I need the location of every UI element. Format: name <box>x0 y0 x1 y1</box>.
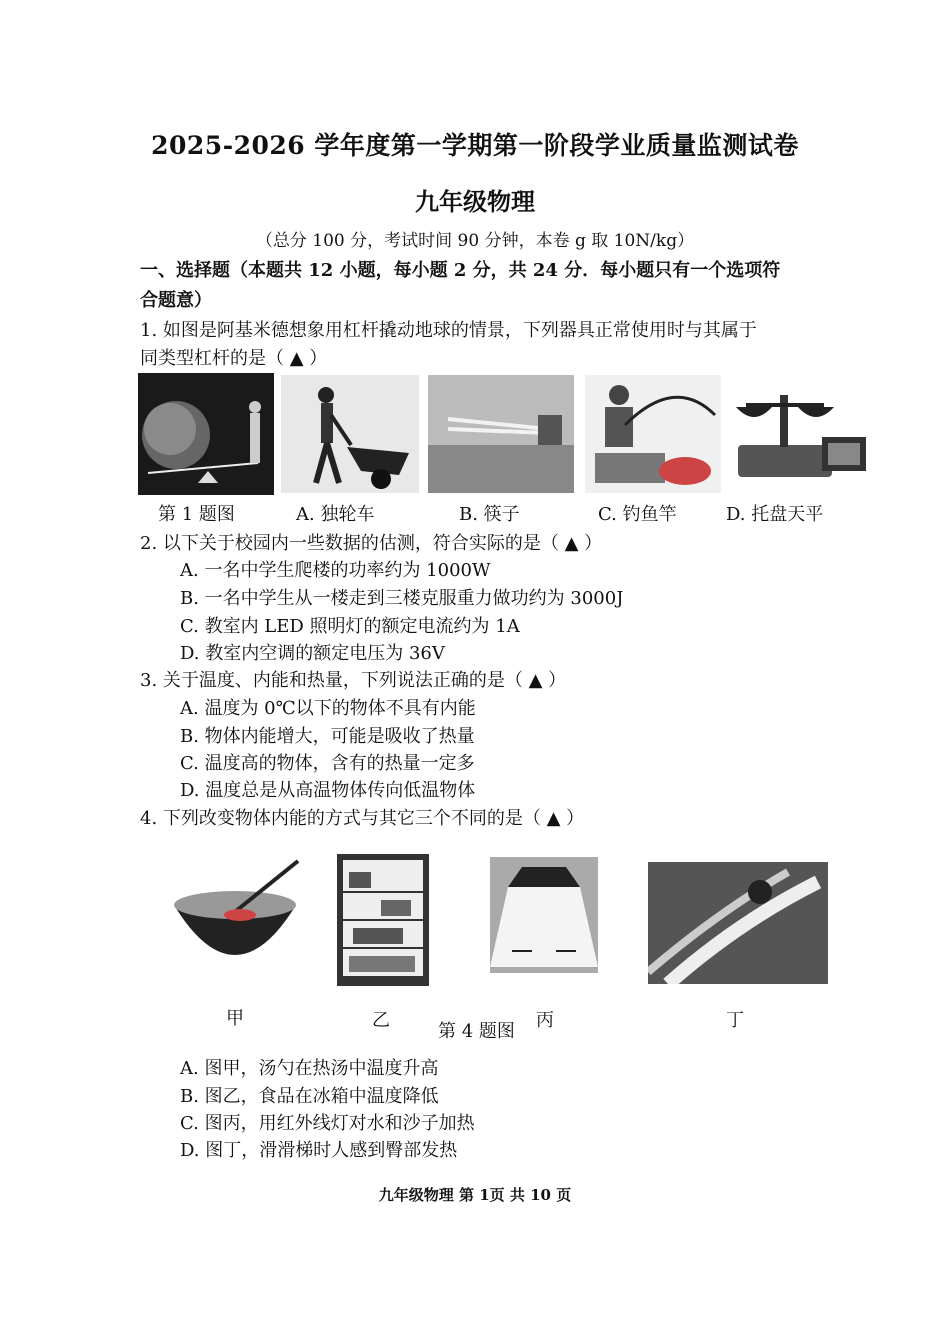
q2-option-b: B. 一名中学生从一楼走到三楼克服重力做功约为 3000J <box>180 588 624 609</box>
q4-caption-jia: 甲 <box>226 1008 244 1029</box>
exam-title: 2025-2026 学年度第一学期第一阶段学业质量监测试卷 <box>151 131 799 160</box>
section-heading-cont: 合题意） <box>140 290 212 311</box>
q1-figure-wheelbarrow <box>281 375 419 493</box>
q1-caption-a: A. 独轮车 <box>296 504 375 525</box>
q3-option-a: A. 温度为 0℃以下的物体不具有内能 <box>180 698 476 719</box>
q4-option-d: D. 图丁，滑滑梯时人感到臀部发热 <box>180 1140 458 1161</box>
q2-option-d: D. 教室内空调的额定电压为 36V <box>180 643 445 664</box>
q1-figure-balance <box>728 375 874 493</box>
q1-caption-c: C. 钓鱼竿 <box>598 504 677 525</box>
q3-option-b: B. 物体内能增大，可能是吸收了热量 <box>180 726 475 747</box>
q1-figure-fishing-rod <box>585 375 721 493</box>
q1-figure-earth-lever <box>138 373 274 495</box>
q1-caption-d: D. 托盘天平 <box>726 504 824 525</box>
q2-text: 2. 以下关于校园内一些数据的估测，符合实际的是（ ▲ ） <box>140 533 603 554</box>
exam-note: （总分 100 分，考试时间 90 分钟，本卷 g 取 10N/kg） <box>255 231 695 251</box>
q4-option-b: B. 图乙，食品在冰箱中温度降低 <box>180 1086 439 1107</box>
q4-caption-yi: 乙 <box>372 1010 390 1031</box>
q1-text-line2: 同类型杠杆的是（ ▲ ） <box>140 348 328 369</box>
q4-figure-slide <box>648 862 828 984</box>
q4-figure-label: 第 4 题图 <box>438 1021 515 1042</box>
q4-text: 4. 下列改变物体内能的方式与其它三个不同的是（ ▲ ） <box>140 808 585 829</box>
page-footer: 九年级物理 第 1页 共 10 页 <box>378 1186 572 1204</box>
q4-figure-fridge <box>335 852 431 988</box>
q4-figure-infrared-lamp <box>490 857 598 973</box>
q4-option-a: A. 图甲，汤勺在热汤中温度升高 <box>180 1058 439 1079</box>
q3-text: 3. 关于温度、内能和热量，下列说法正确的是（ ▲ ） <box>140 670 567 691</box>
q2-option-c: C. 教室内 LED 照明灯的额定电流约为 1A <box>180 616 520 637</box>
q4-caption-ding: 丁 <box>726 1010 744 1031</box>
q4-option-c: C. 图丙，用红外线灯对水和沙子加热 <box>180 1113 475 1134</box>
q4-figure-soup-bowl <box>170 855 300 975</box>
q1-caption-b: B. 筷子 <box>459 504 520 525</box>
q4-caption-bing: 丙 <box>536 1010 554 1031</box>
q3-option-d: D. 温度总是从高温物体传向低温物体 <box>180 780 476 801</box>
q3-option-c: C. 温度高的物体，含有的热量一定多 <box>180 753 475 774</box>
exam-subject: 九年级物理 <box>415 187 535 216</box>
q1-caption-figure: 第 1 题图 <box>158 504 235 525</box>
q2-option-a: A. 一名中学生爬楼的功率约为 1000W <box>180 560 491 581</box>
q1-figure-chopsticks <box>428 375 574 493</box>
section-heading: 一、选择题（本题共 12 小题，每小题 2 分，共 24 分．每小题只有一个选项符 <box>140 260 781 281</box>
q1-text-line1: 1. 如图是阿基米德想象用杠杆撬动地球的情景，下列器具正常使用时与其属于 <box>140 320 757 341</box>
